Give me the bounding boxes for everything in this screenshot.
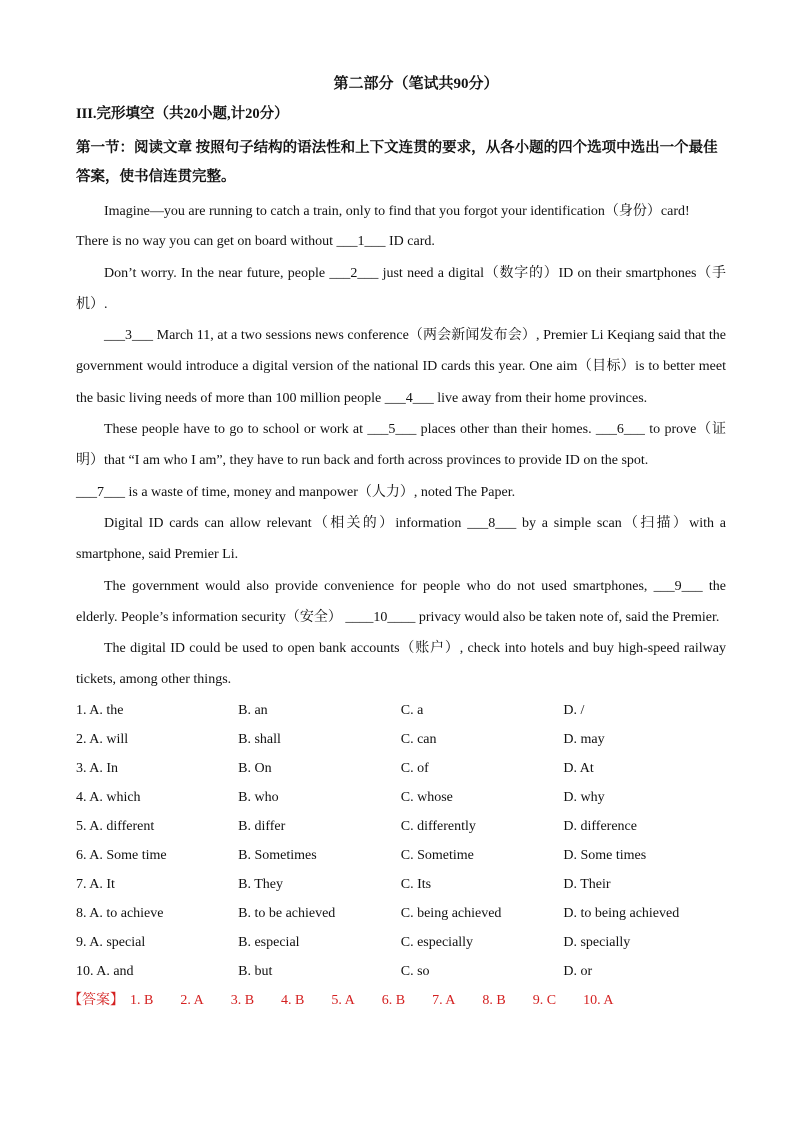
option-a: 3. A. In: [76, 760, 118, 776]
question-row: [76, 696, 726, 725]
option-c: C. differently: [400, 818, 476, 834]
answer-item: 8. B: [482, 992, 506, 1008]
instructions: 第一节：阅读文章 按照句子结构的语法性和上下文连贯的要求，从各小题的四个选项中选出一个最佳答案，使书信连贯完整。: [76, 140, 718, 185]
option-d: D. /: [563, 702, 585, 718]
answer-item: 3. B: [230, 992, 255, 1008]
option-d: D. specially: [563, 934, 631, 950]
option-d: D. may: [563, 731, 605, 747]
passage-paragraph-6: Digital ID cards can allow relevant（相关的）information ___8___ by a simple scan（扫描）with a smartphone, said Premier Li.: [76, 515, 726, 563]
answer-item: 10. A: [583, 992, 614, 1008]
question-row: [76, 812, 726, 841]
option-d: D. Their: [563, 876, 611, 892]
option-c: C. whose: [400, 789, 453, 805]
option-a: 6. A. Some time: [76, 847, 167, 863]
option-b: B. Sometimes: [238, 847, 317, 863]
option-a: 9. A. special: [76, 934, 146, 950]
part-title: 第二部分（笔试共90分）: [333, 76, 499, 92]
option-d: D. Some times: [563, 847, 647, 863]
option-c: C. of: [400, 760, 429, 776]
passage-paragraph-8: The digital ID could be used to open bank accounts（账户）, check into hotels and buy high-speed railway tickets, among other things.: [76, 641, 726, 688]
option-d: D. why: [563, 789, 605, 805]
answer-label: 【答案】: [68, 992, 124, 1008]
exam-page: [68, 72, 726, 1015]
passage-paragraph-7: The government would also provide convenience for people who do not used smartphones, ___9___ the elderly. People’s information security（安全） ____10____ privacy would also be taken note of, said the Premier.: [76, 578, 726, 625]
option-a: 10. A. and: [76, 963, 134, 979]
passage-paragraph-2: Don’t worry. In the near future, people ___2___ just need a digital（数字的）ID on their smartphones（手机）.: [76, 265, 726, 312]
option-b: B. who: [238, 789, 279, 805]
question-options: [76, 696, 726, 986]
option-a: 1. A. the: [76, 702, 124, 718]
option-b: B. differ: [238, 818, 286, 834]
option-d: D. At: [563, 760, 594, 776]
option-d: D. or: [563, 963, 593, 979]
question-row: [76, 957, 726, 986]
answer-item: 4. B: [281, 992, 305, 1008]
option-d: D. to being achieved: [563, 905, 680, 921]
option-c: C. can: [400, 731, 437, 747]
question-row: [76, 754, 726, 783]
passage-paragraph-5: ___7___ is a waste of time, money and manpower（人力）, noted The Paper.: [76, 484, 516, 500]
option-c: C. especially: [400, 934, 474, 950]
option-a: 4. A. which: [76, 789, 141, 805]
question-row: [76, 841, 726, 870]
option-b: B. They: [238, 876, 283, 892]
question-row: [76, 783, 726, 812]
passage-paragraph-4: These people have to go to school or work at ___5___ places other than their homes. ___6___ to prove（证明）that “I am who I am”, they have to run back and forth across provinces to provide ID on the spot.: [76, 422, 726, 469]
answer-key: [68, 986, 726, 1015]
answer-item: 5. A: [331, 992, 355, 1008]
option-c: C. Sometime: [400, 847, 474, 863]
answer-item: 9. C: [532, 992, 557, 1008]
option-b: B. an: [238, 702, 268, 718]
option-c: C. Its: [400, 876, 432, 892]
answer-item: 1. B: [130, 992, 154, 1008]
option-a: 8. A. to achieve: [76, 905, 164, 921]
option-c: C. being achieved: [400, 905, 502, 921]
passage-paragraph-1: Imagine—you are running to catch a train, only to find that you forgot your identification（身份）card!: [104, 204, 690, 219]
option-b: B. On: [238, 760, 272, 776]
question-row: [76, 928, 726, 957]
section-title: III.完形填空（共20小题,计20分）: [76, 106, 289, 122]
option-b: B. especial: [238, 934, 300, 950]
answer-item: 7. A: [432, 992, 456, 1008]
question-row: [76, 870, 726, 899]
answer-item: 6. B: [381, 992, 406, 1008]
option-a: 2. A. will: [76, 731, 129, 747]
passage: [76, 196, 726, 696]
question-row: [76, 899, 726, 928]
passage-paragraph-1-cont: There is no way you can get on board without ___1___ ID card.: [76, 234, 435, 250]
option-a: 5. A. different: [76, 818, 155, 834]
answer-item: 2. A: [180, 992, 204, 1008]
option-b: B. to be achieved: [238, 905, 336, 921]
passage-paragraph-3: ___3___ March 11, at a two sessions news conference（两会新闻发布会）, Premier Li Keqiang said that the government would introduce a digital version of the national ID cards this year. One aim（目标）is to better meet the basic living needs of more than 100 million people ___4___ live away from their home provinces.: [76, 328, 726, 406]
option-c: C. so: [400, 963, 430, 979]
option-a: 7. A. It: [76, 876, 115, 892]
option-b: B. shall: [238, 731, 281, 747]
question-row: [76, 725, 726, 754]
option-c: C. a: [400, 702, 424, 718]
option-d: D. difference: [563, 818, 637, 834]
option-b: B. but: [238, 963, 273, 979]
